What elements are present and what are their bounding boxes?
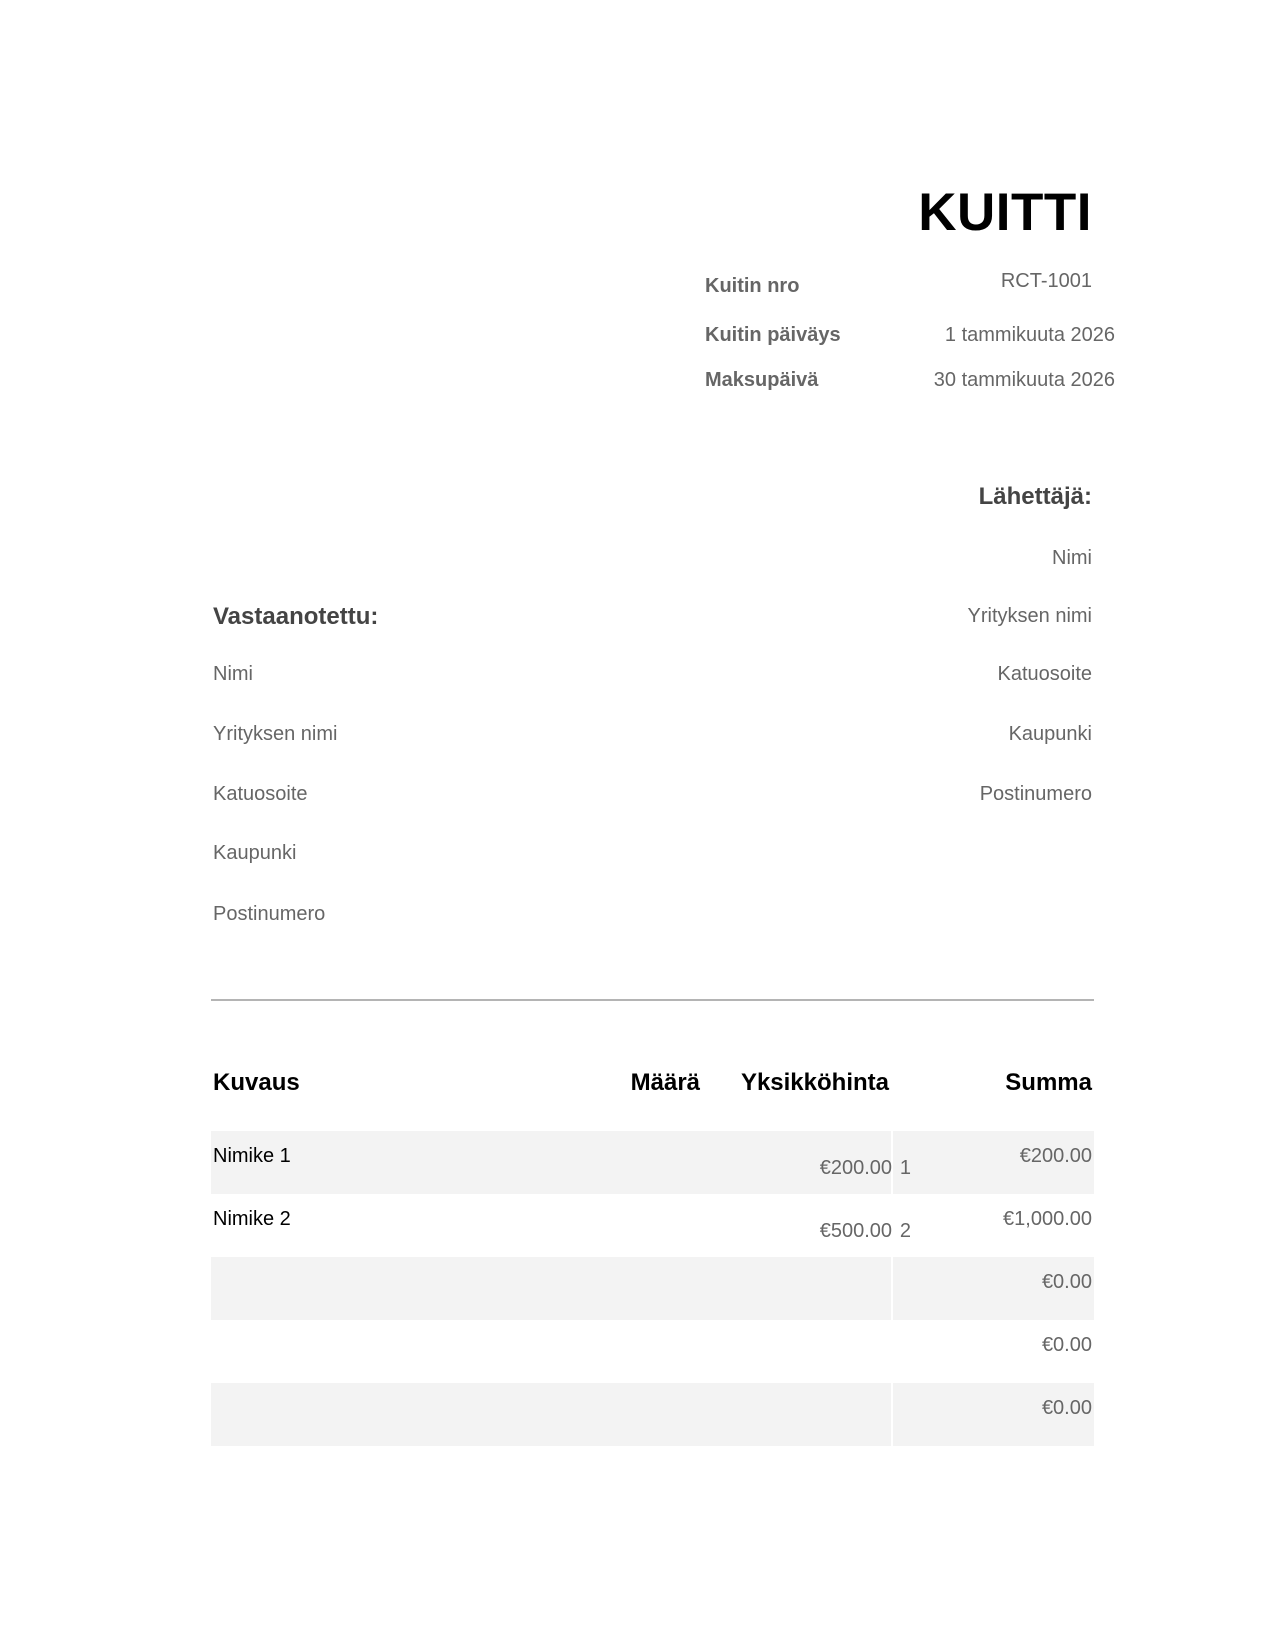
recipient-name: Nimi — [213, 663, 253, 685]
sender-company: Yrityksen nimi — [967, 605, 1092, 627]
table-row — [211, 1194, 1094, 1257]
table-row — [211, 1131, 1094, 1194]
document-title: KUITTI — [918, 183, 1092, 242]
column-header-quantity: Määrä — [630, 1069, 700, 1096]
payment-date-value: 30 tammikuuta 2026 — [933, 369, 1115, 391]
row-amount: €0.00 — [1041, 1334, 1092, 1356]
recipient-company: Yrityksen nimi — [213, 723, 338, 745]
row-amount: €1,000.00 — [1003, 1208, 1092, 1230]
receipt-number-value: RCT-1001 — [1000, 270, 1092, 292]
row-unit-price: €200.00 — [819, 1157, 892, 1179]
recipient-heading: Vastaanotettu: — [213, 603, 379, 630]
recipient-street: Katuosoite — [213, 783, 308, 805]
recipient-city: Kaupunki — [213, 842, 297, 864]
receipt-date-value: 1 tammikuuta 2026 — [944, 324, 1115, 346]
row-description: Nimike 1 — [213, 1145, 291, 1167]
row-description: Nimike 2 — [213, 1208, 291, 1230]
sender-heading: Lähettäjä: — [978, 483, 1092, 510]
recipient-postal: Postinumero — [213, 903, 326, 925]
row-quantity: 1 — [899, 1157, 911, 1179]
receipt-number-label: Kuitin nro — [705, 275, 800, 297]
receipt-date-label: Kuitin päiväys — [705, 324, 841, 346]
table-row — [211, 1320, 1094, 1383]
table-row — [211, 1383, 1094, 1446]
row-unit-price: €500.00 — [819, 1220, 892, 1242]
section-divider — [211, 999, 1094, 1001]
sender-postal: Postinumero — [979, 783, 1092, 805]
row-amount: €0.00 — [1041, 1271, 1092, 1293]
column-header-unit-price: Yksikköhinta — [740, 1069, 889, 1096]
column-header-amount: Summa — [1005, 1069, 1092, 1096]
sender-name: Nimi — [1052, 547, 1092, 569]
row-amount: €0.00 — [1041, 1397, 1092, 1419]
payment-date-label: Maksupäivä — [705, 369, 819, 391]
row-quantity: 2 — [899, 1220, 911, 1242]
sender-street: Katuosoite — [997, 663, 1092, 685]
table-row — [211, 1257, 1094, 1320]
column-header-description: Kuvaus — [213, 1069, 300, 1096]
row-amount: €200.00 — [1019, 1145, 1092, 1167]
sender-city: Kaupunki — [1008, 723, 1092, 745]
